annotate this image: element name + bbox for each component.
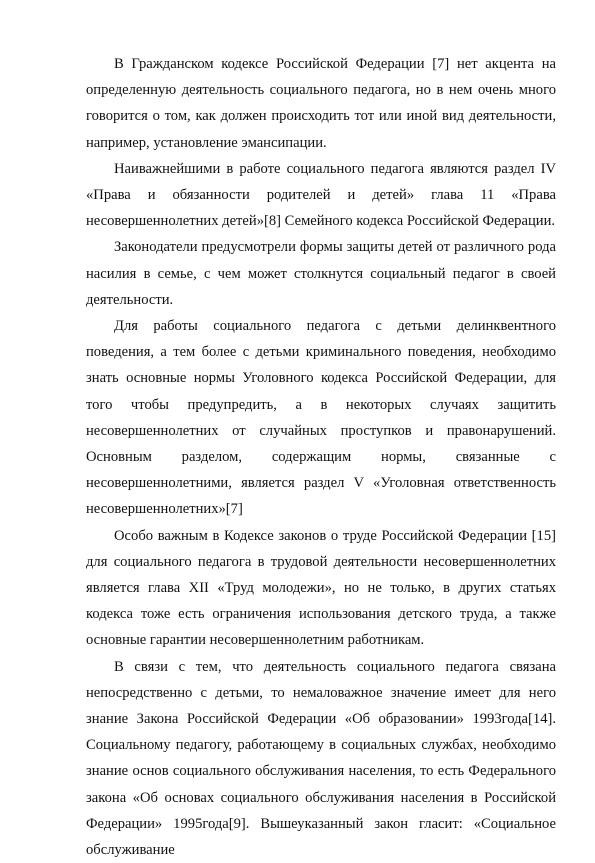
- paragraph-education-law: В связи с тем, что деятельность социального педагога связана непосредственно с детьми, то немаловажное значение имеет для него знание Закона Российской Федерации «Об образовании» 1993года[14]. Социальному педагогу, работающему в социальных службах, необходимо знание основ социального обслуживания населения, то есть Федерального закона «Об основах социального обслуживания населения в Российской Федерации» 1995года[9]. Вышеуказанный закон гласит: «Социальное обслуживание: [86, 658, 556, 859]
- document-body: [86, 51, 556, 863]
- paragraph-family-code: Наиважнейшими в работе социального педагога являются раздел IV «Права и обязанности родителей и детей» глава 11 «Права несовершеннолетних детей»[8] Семейного кодекса Российской Федерации.: [86, 160, 556, 230]
- paragraph-criminal-code: Для работы социального педагога с детьми делинквентного поведения, а тем более с детьми криминального поведения, необходимо знать основные нормы Уголовного кодекса Российской Федерации, для того чтобы предупредить, а в некоторых случаях защитить несовершеннолетних от случайных проступков и правонарушений. Основным разделом, содержащим нормы, связанные с несовершеннолетними, является раздел V «Уголовная ответственность несовершеннолетних»[7]: [86, 318, 556, 518]
- paragraph-civil-code: В Гражданском кодексе Российской Федерации [7] нет акцента на определенную деятельность социального педагога, но в нем очень много говорится о том, как должен происходить тот или иной вид деятельности, например, установление эмансипации.: [86, 56, 556, 151]
- paragraph-labor-code: Особо важным в Кодексе законов о труде Российской Федерации [15] для социального педагога в трудовой деятельности несовершеннолетних является глава XII «Труд молодежи», но не только, в других статьях кодекса тоже есть ограничения использования детского труда, а также основные гарантии несовершеннолетним работникам.: [86, 527, 556, 649]
- paragraph-protection-forms: Законодатели предусмотрели формы защиты детей от различного рода насилия в семье, с чем может столкнутся социальный педагог в своей деятельности.: [86, 239, 556, 308]
